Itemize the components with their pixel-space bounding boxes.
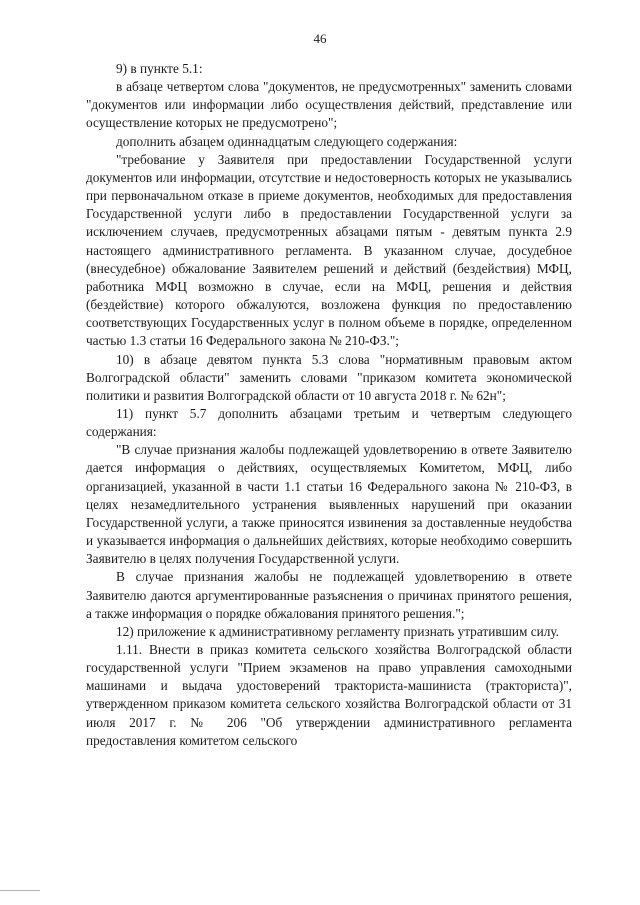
paragraph-section-1-11: 1.11. Внести в приказ комитета сельского хозяйства Волгоградской области государственной услуги "Прием экзаменов на право управления самоходными машинами и выдача удостоверений тракториста-машиниста (тракториста)", утвержденном приказом комитета сельского хозяйства Волгоградской области от 31 июля 2017 г. № 206 "Об утверждении административного регламента предоставления комитетом сельского: [86, 642, 572, 748]
paragraph-item-10: 10) в абзаце девятом пункта 5.3 слова "нормативным правовым актом Волгоградской области" заменить словами "приказом комитета экономической политики и развития Волгоградской области от 10 августа 2018 г. № 62н";: [86, 351, 572, 403]
paragraph-quoted-complaint-satisfied: "В случае признания жалобы подлежащей удовлетворению в ответе Заявителю дается информация о действиях, осуществляемых Комитетом, МФЦ, либо организацией, указанной в части 1.1 статьи 16 Федерального закона № 210-ФЗ, в целях незамедлительного устранения выявленных нарушений при оказании Государственной услуги, а также приносятся извинения за доставленные неудобства и указывается информация о дальнейших действиях, которые необходимо совершить Заявителю в целях получения Государственной услуги.: [86, 442, 572, 567]
paragraph-item-9-subitem-1: в абзаце четвертом слова "документов, не предусмотренных" заменить словами "документов или информации либо осуществления действий, представление или осуществление которых не предусмотрено";: [86, 79, 572, 131]
paragraph-quoted-complaint-rejected: В случае признания жалобы не подлежащей удовлетворению в ответе Заявителю даются аргументированные разъяснения о причинах принятого решения, а также информация о порядке обжалования принятого решения.";: [86, 569, 572, 621]
paragraph-quoted-requirement: "требование у Заявителя при предоставлении Государственной услуги документов или информации, отсутствие и недостоверность которых не указывались при первоначальном отказе в приеме документов, необходимых для предоставления Государственной услуги либо в предоставлении Государственной услуги за исключением случаев, предусмотренных абзацами пятым - девятым пункта 2.9 настоящего административного регламента. В указанном случае, досудебное (внесудебное) обжалование Заявителем решений и действий (бездействия) МФЦ, работника МФЦ возможно в случае, если на МФЦ, решения и действия (бездействие) которого обжалуются, возложена функция по предоставлению соответствующих Государственных услуг в полном объеме в порядке, определенном частью 1.3 статьи 16 Федерального закона № 210-ФЗ.";: [86, 151, 572, 349]
page-number: 46: [313, 31, 327, 46]
paragraph-item-12: 12) приложение к административному регламенту признать утратившим силу.: [116, 623, 559, 639]
document-body: [86, 60, 572, 750]
bottom-divider: [0, 890, 40, 891]
paragraph-item-9-heading: 9) в пункте 5.1:: [116, 61, 203, 76]
paragraph-item-11: 11) пункт 5.7 дополнить абзацами третьим и четвертым следующего содержания:: [86, 405, 572, 440]
paragraph-item-9-subitem-2: дополнить абзацем одиннадцатым следующего содержания:: [116, 133, 458, 149]
